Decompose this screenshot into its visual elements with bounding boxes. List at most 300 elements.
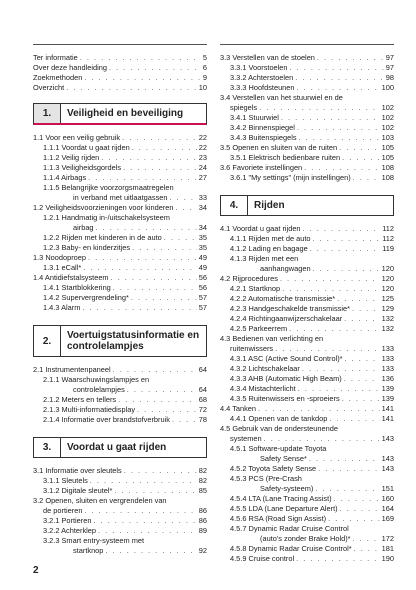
toc-page-number: 133 [381, 354, 394, 363]
dot-leader [329, 414, 379, 424]
toc-entry-title: Safety Sense* [260, 454, 307, 463]
toc-page-number: 164 [381, 504, 394, 513]
toc-page-number: 141 [381, 404, 394, 413]
toc-page-number: 119 [382, 244, 394, 253]
toc-entry-line: 4.5.7 Dynamic Radar Cruise Control [230, 524, 349, 533]
toc-page-number: 100 [381, 83, 394, 92]
toc-entry[interactable] [220, 504, 394, 514]
toc-entry-title: Ter informatie [33, 53, 78, 62]
toc-entry[interactable] [220, 484, 394, 494]
dot-leader [296, 554, 380, 564]
chapter-3-heading [33, 437, 207, 458]
dot-leader [132, 243, 197, 253]
dot-leader [127, 385, 197, 395]
toc-page-number: 6 [202, 63, 207, 72]
toc-page-number: 22 [198, 143, 207, 152]
toc-entry[interactable] [33, 506, 207, 516]
toc-entry-title: 4.2.4 Richtingaanwijzerschakelaar [230, 314, 343, 323]
toc-entry-title: 4.3.4 Mistachterlicht [230, 384, 296, 393]
toc-entry-title: 3.1.2 Digitale sleutel* [43, 486, 113, 495]
toc-entry-line: 2.1.1 Waarschuwingslampjes en [43, 375, 150, 384]
toc-page-number: 105 [381, 153, 394, 162]
toc-entry-title: 3.4.3 Buitenspiegels [230, 133, 297, 142]
toc-entry[interactable] [220, 344, 394, 354]
toc-entry-title: 4.5.4 LTA (Lane Tracing Assist) [230, 494, 332, 503]
toc-entry-title: 4.2 Rijprocedures [220, 274, 278, 283]
toc-page-number: 143 [381, 454, 394, 463]
dot-leader [303, 224, 381, 234]
dot-leader [101, 153, 196, 163]
toc-entry-title: 4.2.5 Parkeerrem [230, 324, 288, 333]
toc-entry[interactable] [220, 494, 394, 504]
toc-page-number: 56 [198, 283, 207, 292]
toc-entry[interactable] [220, 244, 394, 254]
toc-entry[interactable] [220, 454, 394, 464]
toc-page-number: 35 [198, 243, 207, 252]
toc-entry-title: 3.5 Openen en sluiten van de ruiten [220, 143, 338, 152]
toc-entry[interactable] [220, 414, 394, 424]
toc-entry[interactable] [33, 476, 207, 486]
toc-entry[interactable] [220, 324, 394, 334]
toc-entry[interactable] [220, 274, 394, 284]
toc-entry-title: aanhangwagen [260, 264, 311, 273]
toc-entry[interactable] [220, 153, 394, 163]
chapter-2-heading [33, 325, 207, 357]
dot-leader [353, 173, 380, 183]
toc-entry-title: 3.4.2 Binnenspiegel [230, 123, 295, 132]
dot-leader [170, 193, 197, 203]
chapter-1-heading [33, 103, 207, 125]
toc-page-number: 102 [381, 123, 394, 132]
toc-entry-line: 4.1.3 Rijden met een [230, 254, 299, 263]
dot-leader [132, 143, 197, 153]
dot-leader [96, 223, 197, 233]
chapter-1-entries [33, 133, 207, 313]
dot-leader [328, 514, 380, 524]
toc-entry[interactable] [220, 544, 394, 554]
toc-page-number: 132 [381, 314, 394, 323]
dot-leader [90, 476, 197, 486]
toc-entry[interactable] [220, 374, 394, 384]
dot-leader [342, 153, 380, 163]
toc-entry[interactable] [33, 466, 207, 476]
toc-page-number: 92 [198, 546, 207, 555]
toc-page-number: 97 [385, 63, 394, 72]
toc-page-number: 82 [198, 476, 207, 485]
toc-page-number: 102 [381, 113, 394, 122]
toc-page-number: 139 [381, 384, 394, 393]
toc-entry-title: 3.3.3 Hoofdsteunen [230, 83, 295, 92]
toc-page-number: 120 [381, 274, 394, 283]
dot-leader [339, 143, 380, 153]
toc-page-number: 103 [381, 133, 394, 142]
toc-entry-title: 1.2.2 Rijden met kinderen in de auto [43, 233, 162, 242]
toc-entry[interactable] [220, 173, 394, 183]
toc-entry-title: spiegels [230, 103, 258, 112]
dot-leader [295, 73, 383, 83]
toc-page-number: 86 [198, 506, 207, 515]
toc-entry[interactable] [33, 53, 207, 63]
toc-entry[interactable] [220, 464, 394, 474]
toc-entry[interactable] [33, 365, 207, 375]
dot-leader [310, 244, 381, 254]
toc-entry[interactable] [33, 486, 207, 496]
chapter-2-entries [33, 365, 207, 425]
toc-page-number: 68 [198, 395, 207, 404]
dot-leader [118, 395, 197, 405]
toc-page-number: 139 [381, 394, 394, 403]
dot-leader [259, 103, 380, 113]
toc-page-number: 64 [198, 365, 207, 374]
toc-entry[interactable] [220, 304, 394, 314]
toc-entry-title: airbag [73, 223, 94, 232]
toc-entry-title: ruitenwissers [230, 344, 274, 353]
dot-leader [302, 364, 380, 374]
toc-entry[interactable] [220, 394, 394, 404]
dot-leader [122, 133, 197, 143]
chapter-3-continued-entries [220, 53, 394, 183]
toc-entry-line: 4.5.3 PCS (Pre-Crash [230, 474, 302, 483]
dot-leader [334, 494, 380, 504]
toc-entry-title: 1.1.3 Veiligheidsgordels [43, 163, 122, 172]
toc-page-number: 136 [381, 374, 394, 383]
toc-page-number: 34 [198, 203, 207, 212]
dot-leader [281, 113, 380, 123]
toc-entry[interactable] [33, 223, 207, 233]
toc-entry[interactable] [33, 415, 207, 425]
toc-entry[interactable] [220, 234, 394, 244]
toc-page-number: 34 [198, 223, 207, 232]
toc-page-number: 160 [381, 494, 394, 503]
page-number: 2 [33, 565, 39, 576]
dot-leader [353, 534, 380, 544]
dot-leader [337, 294, 379, 304]
toc-entry[interactable] [220, 163, 394, 173]
toc-entry-title: 1.1.1 Voordat u gaat rijden [43, 143, 130, 152]
dot-leader [309, 454, 380, 464]
toc-entry[interactable] [220, 83, 394, 93]
toc-page-number: 129 [381, 304, 394, 313]
toc-entry-title: 2.1 Instrumentenpaneel [33, 365, 111, 374]
toc-page-number: 108 [381, 173, 394, 182]
toc-entry-title: 1.1.4 Airbags [43, 173, 87, 182]
toc-entry[interactable] [220, 404, 394, 414]
toc-entry[interactable] [33, 73, 207, 83]
toc-entry-title: 4.1.1 Rijden met de auto [230, 234, 311, 243]
toc-entry[interactable] [33, 283, 207, 293]
toc-entry-title: systemen [230, 434, 262, 443]
toc-entry-title: 1.4.3 Alarm [43, 303, 81, 312]
toc-entry-title: de portieren [43, 506, 83, 515]
toc-entry[interactable] [220, 434, 394, 444]
dot-leader [113, 365, 197, 375]
toc-entry[interactable] [33, 303, 207, 313]
dot-leader [176, 203, 197, 213]
dot-leader [280, 274, 380, 284]
toc-page-number: 89 [198, 526, 207, 535]
dot-leader [83, 263, 197, 273]
dot-leader [109, 63, 201, 73]
toc-entry[interactable] [220, 384, 394, 394]
dot-leader [264, 434, 380, 444]
toc-page-number: 172 [381, 534, 394, 543]
toc-entry-title: startknop [73, 546, 104, 555]
chapter-number: 1. [34, 104, 61, 123]
dot-leader [124, 466, 197, 476]
toc-entry[interactable] [220, 264, 394, 274]
toc-entry-title: in verband met uitlaatgassen [73, 193, 168, 202]
toc-page-number: 85 [198, 486, 207, 495]
toc-entry[interactable] [33, 395, 207, 405]
toc-entry[interactable] [33, 133, 207, 143]
toc-entry[interactable] [220, 534, 394, 544]
toc-page-number: 72 [198, 405, 207, 414]
toc-entry[interactable] [33, 263, 207, 273]
toc-page-number: 133 [381, 344, 394, 353]
toc-entry-title: 1.3 Noodoproep [33, 253, 87, 262]
dot-leader [84, 506, 196, 516]
toc-entry[interactable] [33, 83, 207, 93]
toc-entry[interactable] [33, 243, 207, 253]
toc-page-number: 56 [198, 273, 207, 282]
chapter-number: 4. [221, 196, 248, 215]
toc-entry[interactable] [33, 385, 207, 395]
toc-entry-title: 4.2.1 Startknop [230, 284, 281, 293]
toc-entry[interactable] [220, 284, 394, 294]
toc-entry-title: 1.4 Antidiefstalsysteem [33, 273, 109, 282]
dot-leader [282, 284, 380, 294]
toc-entry-title: Zoekmethoden [33, 73, 83, 82]
toc-entry-title: 3.6 Favoriete instellingen [220, 163, 303, 172]
toc-entry-line: 3.4 Verstellen van het stuurwiel en de [220, 93, 343, 102]
toc-entry[interactable] [33, 163, 207, 173]
toc-entry-title: 3.2.1 Portieren [43, 516, 92, 525]
toc-entry-title: (auto's zonder Brake Hold)* [260, 534, 351, 543]
toc-page-number: 35 [198, 233, 207, 242]
toc-page-number: 57 [198, 293, 207, 302]
dot-leader [123, 163, 197, 173]
dot-leader [289, 324, 380, 334]
dot-leader [354, 544, 380, 554]
toc-entry[interactable] [220, 143, 394, 153]
toc-page-number: 120 [381, 284, 394, 293]
toc-page-number: 23 [198, 153, 207, 162]
toc-entry[interactable] [33, 293, 207, 303]
toc-page-number: 133 [381, 364, 394, 373]
dot-leader [84, 73, 201, 83]
toc-entry-title: 3.3.2 Achterstoelen [230, 73, 294, 82]
dot-leader [98, 526, 197, 536]
toc-page-number: 132 [381, 324, 394, 333]
toc-entry[interactable] [220, 113, 394, 123]
dot-leader [114, 486, 196, 496]
toc-entry-title: Over deze handleiding [33, 63, 107, 72]
toc-entry[interactable] [220, 554, 394, 564]
toc-entry[interactable] [220, 73, 394, 83]
dot-leader [340, 504, 380, 514]
toc-entry[interactable] [220, 364, 394, 374]
toc-entry-title: 4.3.1 ASC (Active Sound Control)* [230, 354, 343, 363]
toc-entry[interactable] [220, 224, 394, 234]
toc-entry-title: 4.1 Voordat u gaat rijden [220, 224, 301, 233]
dot-leader [317, 53, 384, 63]
front-matter-list [33, 53, 207, 93]
toc-page-number: 143 [381, 464, 394, 473]
dot-leader [297, 83, 380, 93]
toc-entry[interactable] [33, 253, 207, 263]
toc-entry-title: 4.5.2 Toyota Safety Sense [230, 464, 317, 473]
dot-leader [344, 314, 380, 324]
toc-page-number: 112 [382, 234, 394, 243]
left-column [33, 44, 207, 556]
toc-entry-title: 3.2.2 Achterklep [43, 526, 97, 535]
toc-entry-title: 1.3.1 eCall* [43, 263, 82, 272]
top-rule [33, 44, 207, 45]
toc-entry-title: 3.3.1 Voorstoelen [230, 63, 288, 72]
dot-leader [164, 233, 197, 243]
toc-page-number: 64 [198, 385, 207, 394]
toc-entry[interactable] [33, 153, 207, 163]
toc-page-number: 9 [202, 73, 207, 82]
toc-entry[interactable] [220, 103, 394, 113]
toc-entry-title: Overzicht [33, 83, 65, 92]
toc-page-number: 108 [381, 163, 394, 172]
toc-entry-title: 1.2 Veiligheidsvoorzieningen voor kinderen [33, 203, 174, 212]
right-column [220, 44, 394, 564]
dot-leader [93, 516, 196, 526]
dot-leader [258, 404, 380, 414]
toc-entry-title: 3.1.1 Sleutels [43, 476, 88, 485]
toc-entry-line: 3.2 Openen, sluiten en vergrendelen van [33, 496, 167, 505]
toc-entry-title: 3.5.1 Elektrisch bedienbare ruiten [230, 153, 341, 162]
toc-entry-line: 4.3 Bedienen van verlichting en [220, 334, 324, 343]
toc-entry-title: 4.5.5 LDA (Lane Departure Alert) [230, 504, 338, 513]
toc-page-number: 141 [381, 414, 394, 423]
toc-entry[interactable] [33, 173, 207, 183]
toc-page-number: 98 [385, 73, 394, 82]
dot-leader [290, 63, 384, 73]
toc-entry-title: 4.5.6 RSA (Road Sign Assist) [230, 514, 327, 523]
dot-leader [88, 173, 197, 183]
toc-page-number: 143 [381, 434, 394, 443]
toc-entry[interactable] [33, 546, 207, 556]
dot-leader [131, 293, 197, 303]
toc-page-number: 57 [198, 303, 207, 312]
toc-page-number: 112 [382, 224, 394, 233]
toc-entry[interactable] [33, 526, 207, 536]
chapter-number: 3. [34, 438, 61, 457]
dot-leader [275, 344, 380, 354]
chapter-3-entries [33, 466, 207, 556]
toc-entry-title: 2.1.2 Meters en tellers [43, 395, 117, 404]
toc-entry-title: controlelampjes [73, 385, 125, 394]
toc-entry[interactable] [220, 514, 394, 524]
toc-entry-title: 4.3.2 Lichtschakelaar [230, 364, 300, 373]
toc-entry-title: 2.1.4 Informatie over brandstofverbruik [43, 415, 170, 424]
dot-leader [304, 163, 379, 173]
dot-leader [342, 394, 380, 404]
toc-entry[interactable] [33, 516, 207, 526]
toc-page-number: 24 [198, 163, 207, 172]
toc-entry-title: 3.1 Informatie over sleutels [33, 466, 122, 475]
toc-page-number: 49 [198, 253, 207, 262]
toc-entry[interactable] [33, 203, 207, 213]
chapter-title: Voordat u gaat rijden [67, 442, 167, 453]
toc-entry[interactable] [33, 63, 207, 73]
toc-page-number: 27 [198, 173, 207, 182]
toc-entry-title: 1.4.2 Supervergrendeling* [43, 293, 129, 302]
toc-entry-title: 1.1.2 Veilig rijden [43, 153, 100, 162]
toc-entry-title: 4.3.3 AHB (Automatic High Beam) [230, 374, 342, 383]
toc-entry-line: 1.2.1 Handmatig in-/uitschakelsysteem [43, 213, 170, 222]
dot-leader [80, 53, 201, 63]
toc-page-number: 125 [381, 294, 394, 303]
toc-page-number: 33 [198, 193, 207, 202]
toc-entry-title: 4.2.3 Handgeschakelde transmissie* [230, 304, 350, 313]
toc-page-number: 82 [198, 466, 207, 475]
toc-page-number: 102 [381, 103, 394, 112]
dot-leader [66, 83, 197, 93]
toc-entry-title: 4.2.2 Automatische transmissie* [230, 294, 336, 303]
toc-entry[interactable] [33, 143, 207, 153]
toc-entry-title: 1.4.1 Startblokkering [43, 283, 111, 292]
toc-page-number: 169 [381, 514, 394, 523]
toc-entry[interactable] [220, 133, 394, 143]
toc-page-number: 190 [381, 554, 394, 563]
toc-entry-title: 4.5.9 Cruise control [230, 554, 295, 563]
toc-page-number: 105 [381, 143, 394, 152]
toc-entry[interactable] [220, 63, 394, 73]
toc-entry[interactable] [33, 233, 207, 243]
toc-entry[interactable] [220, 294, 394, 304]
dot-leader [82, 303, 196, 313]
toc-entry-title: 2.1.3 Multi-informatiedisplay [43, 405, 136, 414]
dot-leader [299, 133, 380, 143]
toc-entry-line: 4.5.1 Software-update Toyota [230, 444, 327, 453]
dot-leader [111, 273, 197, 283]
toc-entry[interactable] [33, 193, 207, 203]
toc-entry-line: 3.2.3 Smart entry-systeem met [43, 536, 145, 545]
toc-page-number: 22 [198, 133, 207, 142]
chapter-title: Voertuigstatusinformatie en controlelampjes [67, 330, 200, 352]
chapter-number: 2. [34, 326, 61, 356]
toc-entry[interactable] [220, 354, 394, 364]
toc-page-number: 181 [381, 544, 394, 553]
chapter-title: Veiligheid en beveiliging [61, 104, 206, 123]
toc-entry-title: 1.1 Voor een veilig gebruik [33, 133, 121, 142]
dot-leader [113, 283, 197, 293]
toc-entry[interactable] [33, 405, 207, 415]
toc-entry-title: 3.6.1 "My settings" (mijn instellingen) [230, 173, 351, 182]
toc-entry[interactable] [220, 314, 394, 324]
toc-entry[interactable] [220, 53, 394, 63]
top-rule [220, 44, 394, 45]
toc-entry[interactable] [220, 123, 394, 133]
toc-entry[interactable] [33, 273, 207, 283]
toc-entry-title: 4.3.5 Ruitenwissers en -sproeiers [230, 394, 340, 403]
toc-entry-title: 4.4 Tanken [220, 404, 257, 413]
dot-leader [318, 464, 380, 474]
chapter-4-heading [220, 195, 394, 216]
dot-leader [352, 304, 380, 314]
toc-page-number: 49 [198, 263, 207, 272]
dot-leader [298, 384, 380, 394]
dot-leader [344, 374, 380, 384]
dot-leader [172, 415, 197, 425]
dot-leader [297, 123, 380, 133]
dot-leader [137, 405, 197, 415]
toc-page-number: 78 [198, 415, 207, 424]
